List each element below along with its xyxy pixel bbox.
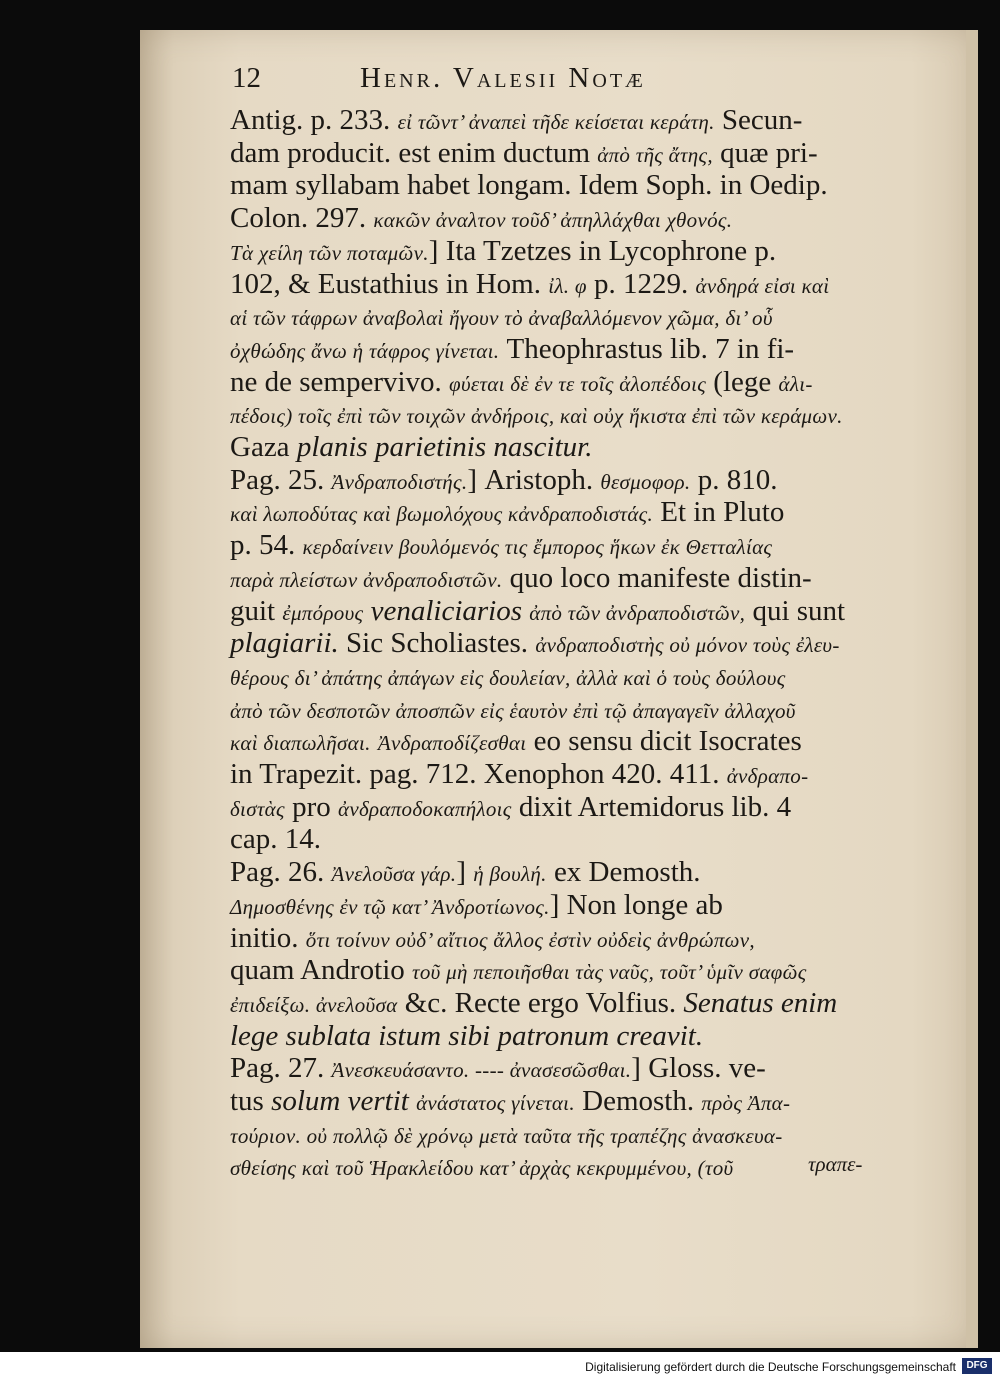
latin-text: Pag. 27. (230, 1052, 332, 1085)
latin-text: Et in Pluto (653, 496, 785, 529)
greek-text: ἀνδραποδιστὴς οὐ μόνον τοὺς ἐλευ- (535, 633, 840, 658)
latin-text: tus (230, 1085, 272, 1117)
italic-text: plagiarii. (230, 627, 339, 660)
latin-text: eo sensu dicit Isocrates (526, 725, 802, 758)
latin-text (363, 595, 370, 627)
text-line (230, 136, 818, 172)
italic-text: venaliciarios (370, 594, 523, 627)
latin-text: p. 1229. (586, 267, 696, 300)
latin-text (409, 1085, 416, 1117)
greek-text: πρὸς Ἀπα- (701, 1091, 791, 1115)
latin-text: dixit Artemidorus lib. 4 (511, 790, 792, 823)
greek-text: θέρους δι’ ἀπάτης ἀπάγων εἰς δουλείαν, ἀλλὰ καὶ ὁ τοὺς δούλους (230, 665, 786, 690)
italic-text: Senatus enim (683, 986, 838, 1019)
greek-text: πέδοις) τοῖς ἐπὶ τῶν τοιχῶν ἀνδήροις, καὶ οὐχ ἥκιστα ἐπὶ τῶν κεράμων. (230, 404, 843, 429)
italic-text: solum vertit (271, 1085, 409, 1117)
greek-text: εἰ τῶντ’ ἀναπεὶ τῆδε κείσεται κεράτη. (397, 110, 715, 134)
latin-text: initio. (230, 921, 306, 954)
latin-text: ] (456, 856, 474, 889)
latin-text: (lege (706, 365, 779, 398)
greek-text: κερδαίνειν βουλόμενός τις ἔμπορος ἥκων ἐκ Θετταλίας (302, 535, 773, 560)
latin-text: ne de sempervivo. (230, 365, 450, 398)
text-line (230, 234, 776, 270)
latin-text: Sic Scholiastes. (338, 627, 536, 660)
latin-text: p. 810. (690, 463, 778, 496)
greek-text: τούριον. οὐ πολλῷ δὲ χρόνῳ μετὰ ταῦτα τῆς τραπέζης ἀνασκευα- (230, 1123, 783, 1148)
text-line (230, 397, 843, 433)
latin-text: mam syllabam habet longam. Idem Soph. in Oedip. (230, 169, 828, 202)
latin-text: &c. Recte ergo Volfius. (397, 986, 684, 1019)
text-line (230, 267, 829, 303)
text-line (230, 463, 777, 499)
greek-text: ἀνδηρά εἰσι καὶ (695, 273, 830, 298)
latin-text: Colon. 297. (230, 202, 374, 235)
greek-text: θεσμοφορ. (600, 469, 691, 494)
latin-text: Secun- (714, 104, 803, 136)
greek-text: Ἀνδραποδιστής. (331, 469, 468, 494)
text-line (230, 822, 321, 856)
greek-text: Ἀνεσκευάσαντο. ---- ἀνασεσῶσθαι. (331, 1058, 632, 1083)
text-line (230, 594, 845, 630)
greek-text: ἡ βουλή. (473, 862, 547, 887)
greek-text: κακῶν ἀναλτον τοῦδ’ ἀπηλλάχθαι χθονός. (373, 208, 733, 233)
text-line (230, 103, 802, 139)
text-line (230, 168, 828, 202)
latin-text: pro (284, 790, 338, 823)
latin-text: ] Ita Tzetzes in Lycophrone p. (428, 234, 777, 267)
greek-text: Δημοσθένης ἐν τῷ κατ’ Ἀνδροτίωνος. (230, 894, 550, 919)
greek-text: ἀπὸ τῶν ἀνδραποδιστῶν, (529, 600, 746, 625)
text-line (230, 1051, 766, 1087)
text-line (230, 888, 723, 924)
text-line (230, 1084, 790, 1120)
latin-text: Theophrastus lib. 7 in fi- (499, 332, 795, 365)
text-line (230, 1149, 733, 1185)
greek-text: ἐπιδείξω. ἀνελοῦσα (230, 992, 398, 1017)
dfg-logo: DFG (962, 1358, 992, 1374)
running-title: Henr. Valesii Notæ (360, 62, 646, 94)
text-line (230, 986, 837, 1022)
latin-text (371, 725, 378, 757)
latin-text: Demosth. (574, 1085, 702, 1117)
text-line (230, 201, 732, 237)
greek-text: Τὰ χείλη τῶν ποταμῶν. (230, 240, 429, 265)
greek-text: αἱ τῶν τάφρων ἀναβολαὶ ἤγουν τὸ ἀναβαλλόμενον χῶμα, δι’ οὗ (230, 306, 773, 331)
text-line (230, 495, 784, 531)
latin-text: Gaza (230, 431, 297, 463)
greek-text: Ἀνδραποδίζεσθαι (377, 731, 527, 756)
italic-text: planis parietinis nascitur. (296, 431, 593, 463)
page-number: 12 (232, 62, 261, 94)
italic-text: lege sublata istum sibi patronum creavit. (230, 1019, 704, 1052)
text-line (230, 528, 772, 564)
greek-text: ὀχθώδης ἄνω ἡ τάφρος γίνεται. (230, 338, 500, 363)
greek-text: διστὰς (230, 796, 285, 821)
greek-text: ἀπὸ τῶν δεσποτῶν ἀποσπῶν εἰς ἑαυτὸν ἐπὶ τῷ ἀπαγαγεῖν ἀλλαχοῦ (230, 698, 796, 723)
footer-bar (0, 1352, 1000, 1383)
page-edge (966, 30, 978, 1348)
text-line (230, 855, 701, 891)
text-line (230, 561, 812, 597)
latin-text: in Trapezit. pag. 712. Xenophon 420. 411. (230, 758, 727, 790)
text-line (230, 692, 796, 728)
greek-text: ἀνδραποδοκαπήλοις (338, 796, 512, 821)
latin-text: Pag. 26. (230, 856, 332, 889)
latin-text: ] Aristoph. (467, 463, 601, 496)
latin-text: p. 54. (230, 529, 303, 562)
latin-text: quo loco manifeste distin- (502, 561, 812, 594)
greek-text: καὶ διαπωλῆσαι. (230, 731, 371, 756)
greek-text: ὅτι τοίνυν οὐδ’ αἴτιος ἄλλος ἐστὶν οὐδεὶς ἀνθρώπων, (305, 927, 755, 952)
latin-text: ] Gloss. ve- (631, 1052, 766, 1085)
greek-text: τοῦ μὴ πεποιῆσθαι τὰς ναῦς, τοῦτ’ ὑμῖν σαφῶς (412, 960, 807, 985)
greek-text: ἰλ. φ (548, 273, 587, 298)
text-line (230, 1019, 703, 1053)
text-line (230, 1117, 783, 1153)
greek-text: ἐμπόρους (282, 600, 364, 625)
greek-text: καὶ λωποδύτας καὶ βωμολόχους κἀνδραποδιστάς. (230, 502, 654, 527)
text-line (230, 953, 807, 989)
text-line (230, 757, 808, 793)
text-line (230, 659, 786, 695)
footer-credit: Digitalisierung gefördert durch die Deutsche Forschungsgemeinschaft (585, 1360, 956, 1374)
text-line (230, 921, 755, 957)
text-line (230, 724, 802, 760)
text-line (230, 332, 794, 368)
text-line (230, 626, 840, 662)
greek-text: Ἀνελοῦσα γάρ. (331, 862, 457, 887)
latin-text: quam Androtio (230, 954, 413, 987)
text-line (230, 430, 592, 464)
greek-text: ἀλι- (778, 371, 813, 396)
latin-text: ] Non longe ab (549, 888, 723, 921)
greek-text: σθείσης καὶ τοῦ Ἡρακλείδου κατ’ ἀρχὰς κεκρυμμένου, (τοῦ (230, 1156, 734, 1181)
catchword: τραπε- (808, 1152, 863, 1176)
greek-text: ἀνδραπο- (726, 764, 809, 788)
greek-text: ἀνάστατος γίνεται. (416, 1091, 575, 1115)
greek-text: ἀπὸ τῆς ἄτης, (597, 142, 713, 167)
text-line (230, 299, 773, 335)
greek-text: παρὰ πλείστων ἀνδραποδιστῶν. (230, 567, 503, 592)
greek-text: φύεται δὲ ἐν τε τοῖς ἀλοπέδοις (449, 371, 707, 396)
latin-text: 102, & Eustathius in Hom. (230, 267, 549, 300)
latin-text: Pag. 25. (230, 463, 332, 496)
latin-text: guit (230, 594, 283, 627)
latin-text: cap. 14. (230, 823, 321, 856)
latin-text: ex Demosth. (546, 856, 701, 889)
latin-text: Antig. p. 233. (230, 104, 398, 136)
text-line (230, 790, 791, 826)
latin-text: quæ pri- (712, 136, 818, 169)
text-line (230, 365, 813, 401)
latin-text: dam producit. est enim ductum (230, 136, 598, 169)
latin-text: qui sunt (745, 594, 846, 627)
